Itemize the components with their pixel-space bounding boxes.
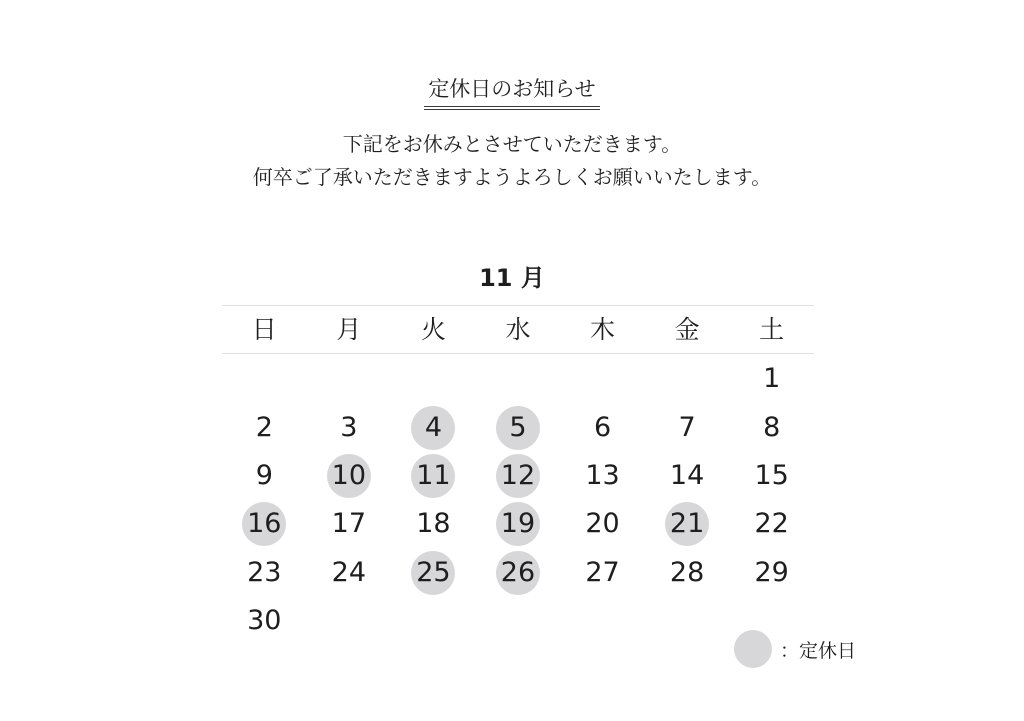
day-number: 8 <box>763 411 781 443</box>
calendar-day-cell <box>560 549 645 597</box>
day-number: 17 <box>331 508 367 540</box>
calendar-day-cell <box>391 549 476 597</box>
calendar-day-cell <box>222 452 307 500</box>
calendar-week-row <box>222 500 814 548</box>
calendar-day-cell <box>645 403 730 451</box>
calendar-empty-cell <box>560 355 645 403</box>
calendar-day-cell <box>560 452 645 500</box>
day-number: 27 <box>585 556 620 588</box>
day-number: 14 <box>669 459 705 491</box>
day-number: 13 <box>585 459 620 491</box>
day-number: 9 <box>255 459 273 491</box>
calendar-day-cell <box>307 452 392 500</box>
calendar-day-cell <box>729 452 814 500</box>
calendar-day-cell <box>222 597 307 645</box>
message-line-1: 下記をお休みとさせていただきます。 <box>342 132 682 156</box>
calendar-empty-cell <box>476 597 561 645</box>
calendar-week-row <box>222 403 814 451</box>
calendar-empty-cell <box>476 355 561 403</box>
closed-day-number: 16 <box>242 502 286 546</box>
calendar-empty-cell <box>391 597 476 645</box>
calendar-day-cell <box>391 452 476 500</box>
day-number: 29 <box>754 556 789 588</box>
calendar-day-cell <box>645 500 730 548</box>
closed-day-number: 11 <box>411 454 455 498</box>
calendar-day-cell <box>307 500 392 548</box>
calendar-day-cell <box>476 452 561 500</box>
closed-day-legend-label: ：定休日 <box>780 639 857 662</box>
calendar-empty-cell <box>391 355 476 403</box>
notice-title: 定休日のお知らせ <box>424 74 599 110</box>
day-number: 15 <box>754 459 789 491</box>
weekday-mon: 月 <box>336 315 362 344</box>
calendar-week-row <box>222 549 814 597</box>
closed-day-number: 21 <box>665 502 709 546</box>
calendar-empty-cell <box>560 597 645 645</box>
calendar-days-grid <box>222 355 814 645</box>
weekday-thu: 木 <box>590 315 616 344</box>
calendar-day-cell <box>729 500 814 548</box>
closed-day-number: 4 <box>411 406 455 450</box>
calendar-day-cell <box>307 549 392 597</box>
closed-day-legend-swatch <box>734 630 772 668</box>
day-number: 23 <box>247 556 282 588</box>
calendar-day-cell <box>307 403 392 451</box>
weekday-sun: 日 <box>251 315 277 344</box>
calendar-day-cell <box>476 403 561 451</box>
closed-day-number: 10 <box>327 454 371 498</box>
calendar-day-cell <box>560 500 645 548</box>
day-number: 1 <box>763 363 781 395</box>
day-number: 6 <box>593 411 612 443</box>
closed-day-number: 26 <box>496 551 540 595</box>
day-number: 2 <box>255 411 273 443</box>
weekday-tue: 火 <box>420 315 446 344</box>
closed-day-number: 19 <box>496 502 540 546</box>
closed-day-number: 5 <box>496 406 540 450</box>
calendar-day-cell <box>729 355 814 403</box>
day-number: 22 <box>754 508 789 540</box>
day-number: 3 <box>340 411 358 443</box>
day-number: 18 <box>416 508 451 540</box>
day-number: 30 <box>247 605 282 637</box>
calendar-day-cell <box>391 500 476 548</box>
weekday-fri: 金 <box>674 315 700 344</box>
calendar-day-cell <box>476 549 561 597</box>
calendar-empty-cell <box>307 597 392 645</box>
calendar-empty-cell <box>645 597 730 645</box>
calendar-month-label: 11 月 <box>479 264 545 292</box>
day-number: 24 <box>331 556 367 588</box>
calendar-empty-cell <box>222 355 307 403</box>
calendar-day-cell <box>222 403 307 451</box>
notice-title-wrap <box>0 74 1024 110</box>
weekday-wed: 水 <box>505 315 531 344</box>
weekday-header-row <box>222 306 814 353</box>
day-number: 7 <box>678 411 696 443</box>
day-number: 28 <box>669 556 705 588</box>
weekday-sat: 土 <box>759 315 785 344</box>
calendar-day-cell <box>645 452 730 500</box>
calendar-empty-cell <box>645 355 730 403</box>
calendar-header-bottom-divider <box>222 353 814 354</box>
calendar-empty-cell <box>307 355 392 403</box>
notice-message <box>0 128 1024 194</box>
message-line-2: 何卒ご了承いただきますようよろしくお願いいたします。 <box>252 165 772 189</box>
calendar-week-row <box>222 355 814 403</box>
calendar-week-row <box>222 597 814 645</box>
calendar-day-cell <box>222 500 307 548</box>
calendar-day-cell <box>729 403 814 451</box>
calendar-day-cell <box>222 549 307 597</box>
closed-day-number: 12 <box>496 454 540 498</box>
legend <box>734 629 856 669</box>
calendar-day-cell <box>391 403 476 451</box>
calendar-day-cell <box>729 549 814 597</box>
calendar-day-cell <box>560 403 645 451</box>
calendar-day-cell <box>645 549 730 597</box>
calendar-day-cell <box>476 500 561 548</box>
closed-day-number: 25 <box>411 551 455 595</box>
calendar-week-row <box>222 452 814 500</box>
day-number: 20 <box>585 508 620 540</box>
